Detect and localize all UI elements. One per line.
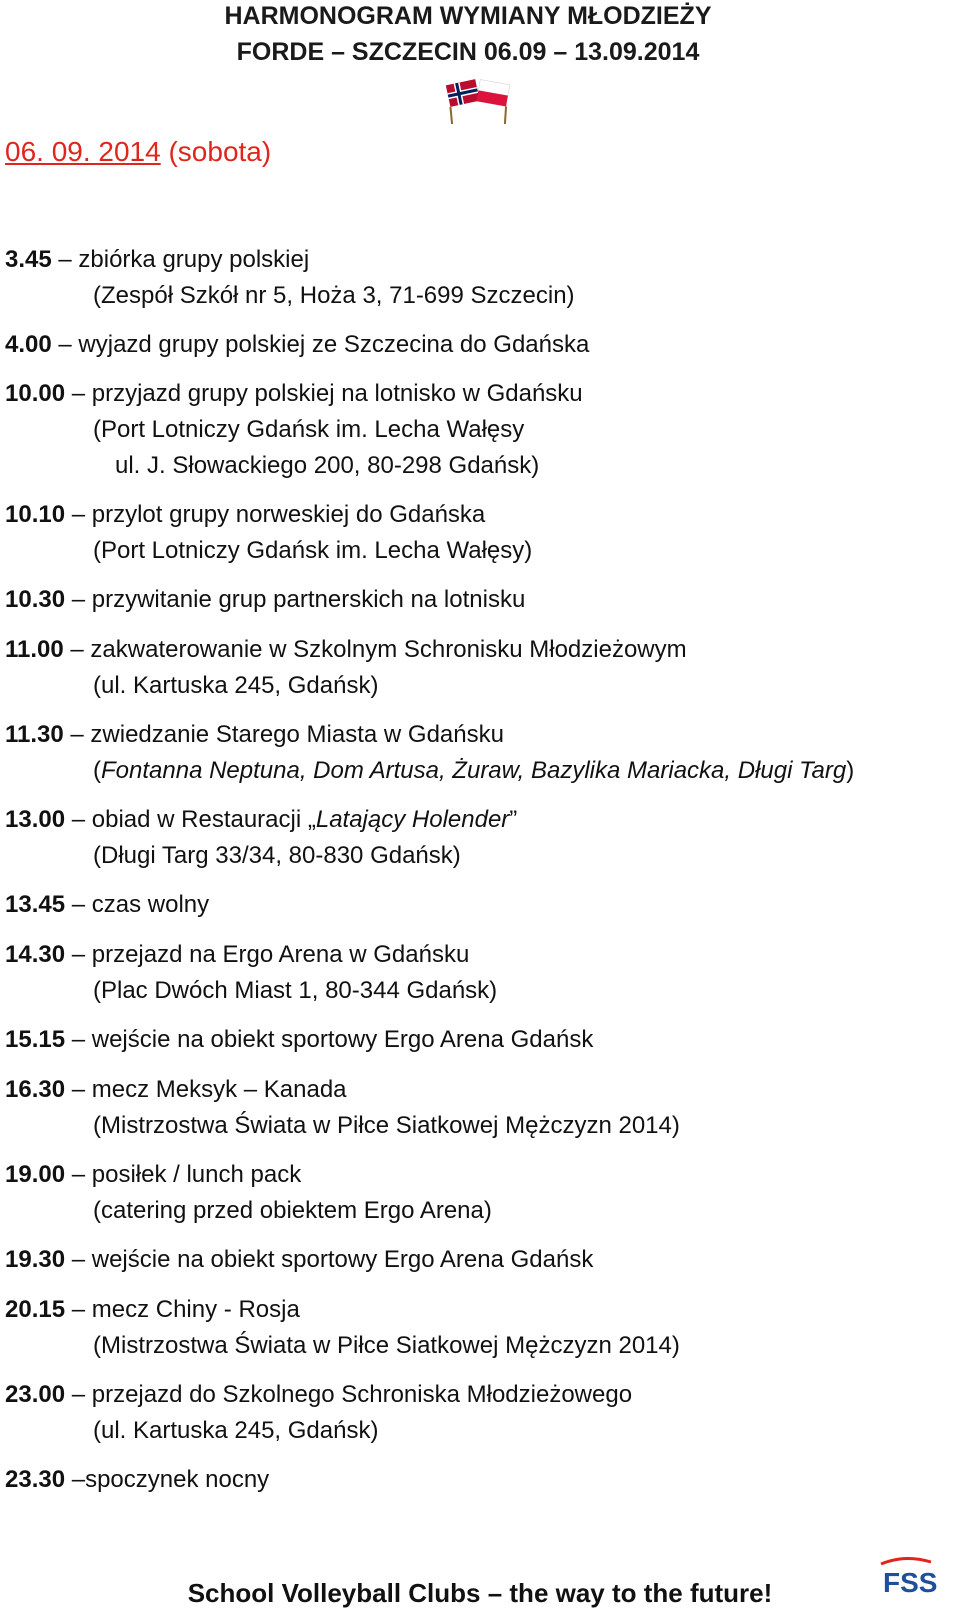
entry-detail: (Zespół Szkół nr 5, Hoża 3, 71-699 Szczecin)	[93, 282, 575, 309]
schedule-entry	[5, 802, 517, 874]
entry-description: – wyjazd grupy polskiej ze Szczecina do Gdańska	[51, 331, 590, 358]
schedule-entry	[5, 242, 575, 314]
entry-description: – wejście na obiekt sportowy Ergo Arena Gdańsk	[65, 1246, 594, 1273]
entry-line	[5, 242, 575, 278]
schedule-entry	[5, 887, 209, 923]
entry-description: – przylot grupy norweskiej do Gdańska	[65, 501, 486, 528]
entry-time: 3.45	[5, 246, 52, 273]
entry-detail: (Mistrzostwa Świata w Piłce Siatkowej Mężczyzn 2014)	[93, 1332, 680, 1359]
schedule-entry	[5, 717, 854, 789]
entry-time: 15.15	[5, 1026, 66, 1053]
entry-detail: (Mistrzostwa Świata w Piłce Siatkowej Mężczyzn 2014)	[93, 1112, 680, 1139]
entry-line	[5, 582, 525, 618]
entry-description: – mecz Chiny - Rosja	[65, 1296, 300, 1323]
entry-detail: (ul. Kartuska 245, Gdańsk)	[93, 1417, 379, 1444]
entry-time: 19.30	[5, 1246, 66, 1273]
weekday: (sobota)	[168, 136, 272, 167]
entry-time: 10.00	[5, 380, 66, 407]
slogan-text: School Volleyball Clubs – the way to the future!	[187, 1578, 773, 1608]
footer-slogan	[0, 1578, 960, 1609]
schedule-entry	[5, 937, 497, 1009]
entry-description: – zwiedzanie Starego Miasta w Gdańsku	[63, 721, 504, 748]
entry-line	[5, 1377, 632, 1413]
entry-description: – przejazd do Szkolnego Schroniska Młodzieżowego	[65, 1381, 633, 1408]
entry-time: 11.30	[5, 721, 64, 748]
entry-description: – zakwaterowanie w Szkolnym Schronisku Młodzieżowym	[63, 636, 687, 663]
entry-description: – zbiórka grupy polskiej	[51, 246, 310, 273]
entry-line	[5, 1242, 593, 1278]
fss-logo-icon	[875, 1554, 955, 1606]
entry-time: 11.00	[5, 636, 64, 663]
entry-line	[5, 497, 532, 533]
schedule-entry	[5, 1242, 593, 1278]
schedule-entry	[5, 376, 583, 484]
entry-line	[5, 802, 517, 838]
entry-line	[5, 1292, 680, 1328]
schedule-entry	[5, 1292, 680, 1364]
entry-description: – wejście na obiekt sportowy Ergo Arena Gdańsk	[65, 1026, 594, 1053]
entry-description: – czas wolny	[65, 891, 210, 918]
entry-time: 16.30	[5, 1076, 66, 1103]
header-title: HARMONOGRAM WYMIANY MŁODZIEŻY	[224, 2, 712, 30]
schedule-entry	[5, 1462, 269, 1498]
entry-description: – mecz Meksyk – Kanada	[65, 1076, 347, 1103]
entry-time: 10.30	[5, 586, 66, 613]
entry-detail: ul. J. Słowackiego 200, 80-298 Gdańsk)	[115, 452, 540, 479]
entry-line	[5, 1072, 680, 1108]
entry-description: – przywitanie grup partnerskich na lotnisku	[65, 586, 526, 613]
entry-line	[5, 632, 687, 668]
entry-time: 4.00	[5, 331, 52, 358]
crossed-flags-icon	[444, 78, 514, 124]
entry-detail: (Port Lotniczy Gdańsk im. Lecha Wałęsy	[93, 416, 525, 443]
entry-time: 23.00	[5, 1381, 66, 1408]
entry-detail: (Długi Targ 33/34, 80-830 Gdańsk)	[93, 842, 461, 869]
header-subtitle: FORDE – SZCZECIN 06.09 – 13.09.2014	[236, 38, 700, 66]
entry-detail: (Fontanna Neptuna, Dom Artusa, Żuraw, Bazylika Mariacka, Długi Targ)	[93, 757, 855, 784]
entry-line	[5, 1462, 269, 1498]
entry-description: – obiad w Restauracji „Latający Holender”	[65, 806, 518, 833]
entry-time: 10.10	[5, 501, 66, 528]
logo-text: FSS	[883, 1567, 938, 1598]
entry-line	[5, 937, 497, 973]
schedule-entry	[5, 1072, 680, 1144]
entry-time: 14.30	[5, 941, 66, 968]
entry-line	[5, 327, 589, 363]
entry-detail: (catering przed obiektem Ergo Arena)	[93, 1197, 492, 1224]
schedule-entry	[5, 497, 532, 569]
entry-line	[5, 1022, 593, 1058]
entry-time: 23.30	[5, 1466, 66, 1493]
entry-description: –spoczynek nocny	[65, 1466, 270, 1493]
schedule-entry	[5, 1157, 492, 1229]
schedule-entry	[5, 632, 687, 704]
entry-line	[5, 1157, 492, 1193]
schedule-date	[5, 136, 271, 168]
entry-line	[5, 376, 583, 412]
entry-detail: (Port Lotniczy Gdańsk im. Lecha Wałęsy)	[93, 537, 533, 564]
entry-line	[5, 717, 854, 753]
schedule-entry	[5, 327, 589, 363]
entry-time: 19.00	[5, 1161, 66, 1188]
entry-time: 13.45	[5, 891, 66, 918]
date-value: 06. 09. 2014	[5, 136, 161, 167]
entry-time: 20.15	[5, 1296, 66, 1323]
schedule-entry	[5, 1377, 632, 1449]
entry-description: – posiłek / lunch pack	[65, 1161, 302, 1188]
entry-detail: (Plac Dwóch Miast 1, 80-344 Gdańsk)	[93, 977, 498, 1004]
entry-description: – przyjazd grupy polskiej na lotnisko w Gdańsku	[65, 380, 583, 407]
entry-line	[5, 887, 209, 923]
entry-detail: (ul. Kartuska 245, Gdańsk)	[93, 672, 379, 699]
schedule-entry	[5, 1022, 593, 1058]
schedule-entry	[5, 582, 525, 618]
entry-time: 13.00	[5, 806, 66, 833]
entry-description: – przejazd na Ergo Arena w Gdańsku	[65, 941, 470, 968]
